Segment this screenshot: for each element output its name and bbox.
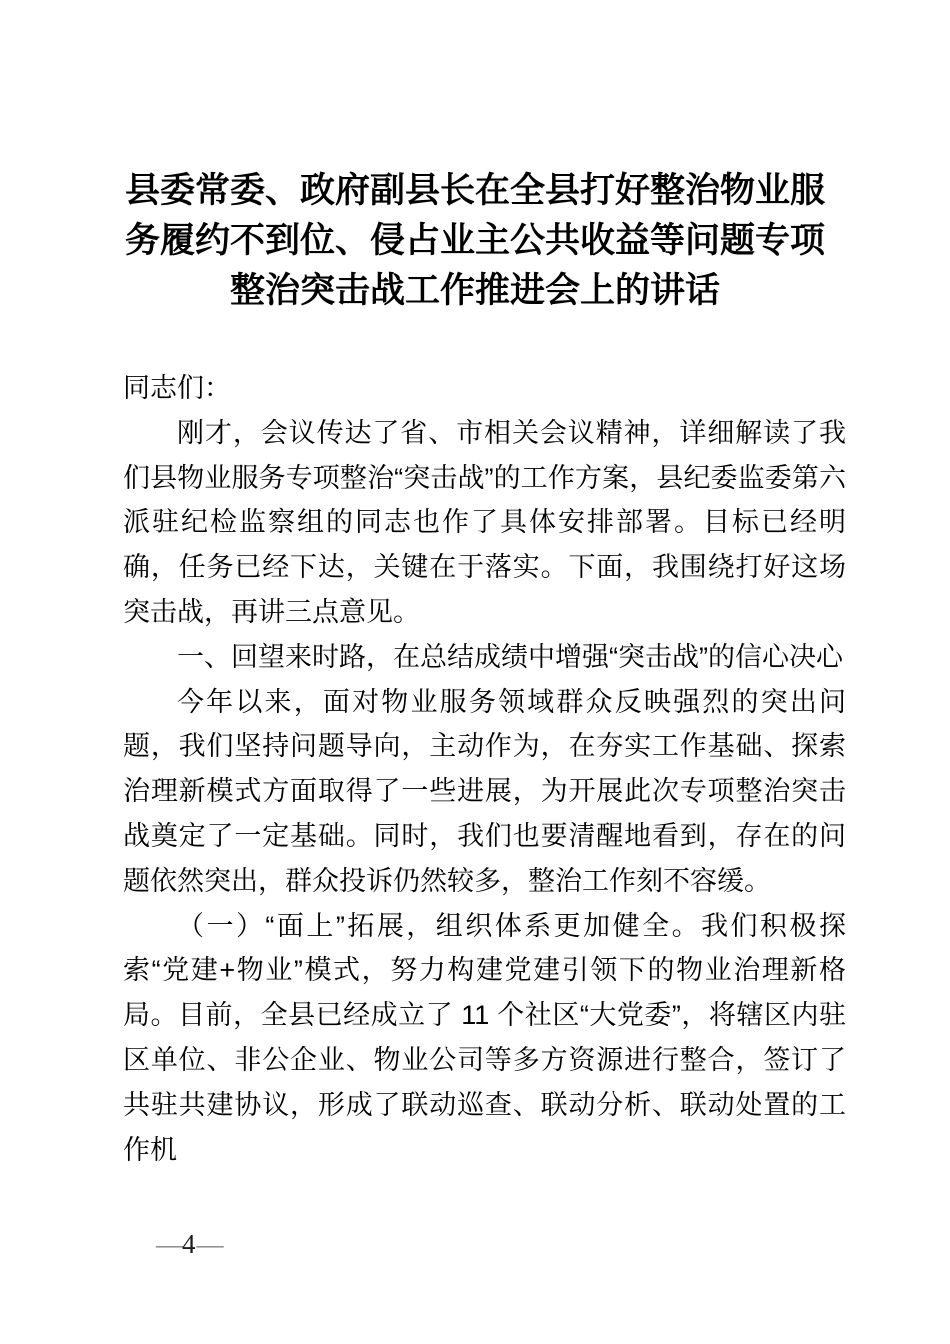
section-heading-1: 一、回望来时路，在总结成绩中增强“突击战”的信心决心: [177, 641, 843, 672]
paragraph-subitem-1: （一）“面上”拓展，组织体系更加健全。我们积极探索“党建+物业”模式，努力构建党建引领下的物业治理新格局。目前，全县已经成立了 11 个社区“大党委”，将辖区内驻区单位、非公企业、物业公司等多方资源进行整合，签订了共驻共建协议，形成了联动巡查、联动分析、联动处置的工作机: [123, 910, 846, 1165]
paragraph-review: 今年以来，面对物业服务领域群众反映强烈的突出问题，我们坚持问题导向，主动作为，在夯实工作基础、探索治理新模式方面取得了一些进展，为开展此次专项整治突击战奠定了一定基础。同时，我们也要清醒地看到，存在的问题依然突出，群众投诉仍然较多，整治工作刻不容缓。: [123, 686, 846, 896]
title-line-1: 县委常委、政府副县长在全县打好整治物业服: [124, 171, 825, 210]
salutation: 同志们：: [123, 373, 231, 403]
title-line-2: 务履约不到位、侵占业主公共收益等问题专项: [124, 221, 825, 260]
page-number-value: 4: [182, 1229, 196, 1259]
title-line-3: 整治突击战工作推进会上的讲话: [229, 271, 720, 310]
paragraph-intro: 刚才，会议传达了省、市相关会议精神，详细解读了我们县物业服务专项整治“突击战”的工作方案，县纪委监委第六派驻纪检监察组的同志也作了具体安排部署。目标已经明确，任务已经下达，关键在于落实。下面，我围绕打好这场突击战，再讲三点意见。: [123, 417, 846, 627]
document-title: [60, 166, 890, 316]
page-number-dash-right: —: [196, 1229, 222, 1259]
page-number: [156, 1228, 222, 1260]
document-body: [123, 366, 846, 1172]
page-number-dash-left: —: [156, 1229, 181, 1259]
